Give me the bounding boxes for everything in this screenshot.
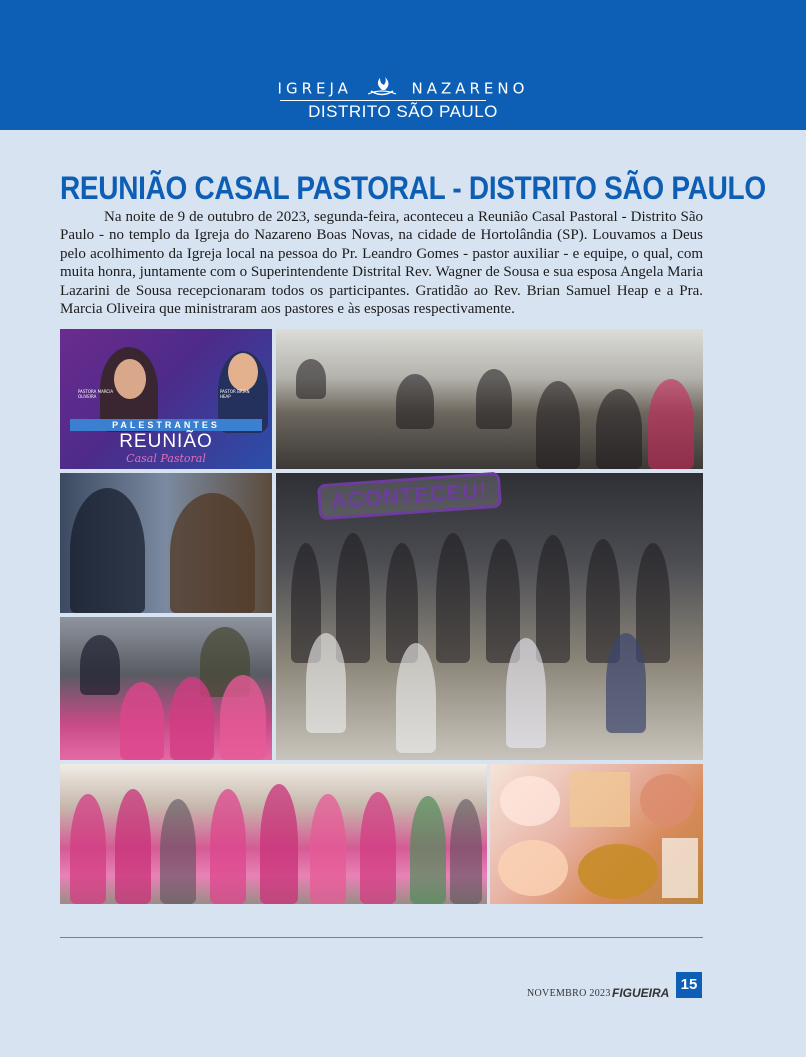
speaker-man-face: [228, 353, 258, 391]
poster-band-label: PALESTRANTES: [112, 420, 220, 430]
audience-photo: [276, 329, 703, 469]
wife-silhouette: [260, 784, 298, 904]
snack-tray: [662, 838, 698, 898]
group-member: [486, 539, 520, 663]
prayer-photo: [60, 617, 272, 760]
logo-divider: [280, 100, 486, 101]
pastor-wife: [170, 677, 214, 760]
preaching-photo: [60, 473, 272, 613]
wife-silhouette: [310, 794, 346, 904]
snack-plate: [640, 774, 695, 826]
group-member: [536, 535, 570, 663]
audience-member: [296, 359, 326, 399]
group-member: [396, 643, 436, 753]
group-member: [336, 533, 370, 663]
wife-silhouette: [115, 789, 151, 904]
group-member: [636, 543, 670, 663]
aconteceu-stamp: ACONTECEU!: [317, 472, 502, 521]
audience-member: [648, 379, 694, 469]
church-logo: [0, 76, 806, 102]
interpreter-silhouette: [70, 488, 145, 613]
group-member: [436, 533, 470, 663]
article-title: REUNIÃO CASAL PASTORAL - DISTRITO SÃO PAULO: [60, 170, 766, 206]
praying-man: [80, 635, 120, 695]
wife-silhouette: [360, 792, 396, 904]
pastor-wife: [220, 675, 266, 760]
group-member: [606, 633, 646, 733]
group-member: [306, 633, 346, 733]
audience-member: [536, 381, 580, 469]
snack-plate: [500, 776, 560, 826]
speakers-poster-photo: [60, 329, 272, 469]
wife-silhouette: [210, 789, 246, 904]
audience-member: [596, 389, 642, 469]
wife-silhouette: [450, 799, 482, 904]
footer-divider: [60, 937, 703, 938]
snack-plate: [498, 840, 568, 896]
audience-member: [396, 374, 434, 429]
wife-silhouette: [70, 794, 106, 904]
magazine-name: FIGUEIRA: [612, 986, 670, 1000]
page-number: 15: [676, 972, 702, 998]
preacher-silhouette: [170, 493, 255, 613]
pastor-wife: [120, 682, 164, 760]
group-member: [506, 638, 546, 748]
snack-tray: [570, 772, 630, 827]
coxinha-plate: [578, 844, 658, 899]
logo-text-right: NAZARENO: [411, 79, 529, 98]
audience-member: [476, 369, 512, 429]
wife-silhouette: [410, 796, 446, 904]
article-body: Na noite de 9 de outubro de 2023, segunda-feira, aconteceu a Reunião Casal Pastoral - Distrito São Paulo - no templo da Igreja do Nazareno Boas Novas, na cidade de Hortolândia (SP). Louvamos a Deus pelo acolhimento da Igreja local na pessoa do Pr. Leandro Gomes - pastor auxiliar - e equipe, o qual, com muita honra, juntamente com o Superintendente Distrital Rev. Wagner de Sousa e sua esposa Angela Maria Lazarini de Sousa recepcionaram todos os participantes. Gratidão ao Rev. Brian Samuel Heap e a Pra. Marcia Oliveira que ministraram aos pastores e às esposas respectivamente.: [60, 209, 703, 318]
poster-band: [70, 419, 262, 431]
wife-silhouette: [160, 799, 196, 904]
poster-subtitle: Casal Pastoral: [126, 452, 206, 465]
poster-title: REUNIÃO: [119, 431, 213, 452]
district-name: DISTRITO SÃO PAULO: [308, 102, 498, 121]
pastor-wives-photo: [60, 764, 487, 904]
poster-caption-right: PASTOR BRIAN HEAP: [220, 389, 250, 399]
footer-month: NOVEMBRO 2023: [527, 988, 611, 999]
poster-caption-left: PASTORA MARCIA OLIVEIRA: [78, 389, 114, 399]
speaker-woman-face: [114, 359, 146, 399]
flame-icon: [365, 76, 399, 102]
header-banner: [0, 0, 806, 130]
logo-text-left: IGREJA: [277, 79, 352, 98]
snacks-photo: [490, 764, 703, 904]
